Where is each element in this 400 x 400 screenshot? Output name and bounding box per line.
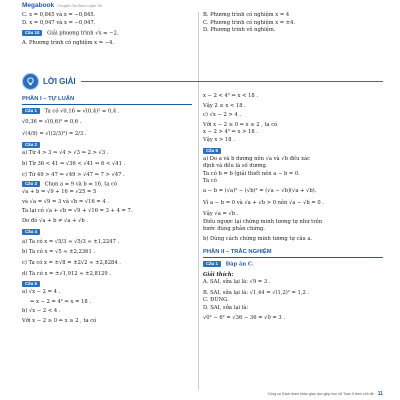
answer-line: B. SAI, sửa lại là: √1,44 = √(1,2)² = 1,2 . [203, 289, 310, 296]
answer-line: Do đó √a + b ≠ √a + √b . [22, 218, 88, 225]
choice-c: C. x = 0,845 và x = −0,845. [22, 12, 96, 18]
answer-line: a) Do a và b dương nên √a và √b đều xác [203, 155, 310, 162]
answer-line: Vậy 2 ≤ x < 18 . [203, 102, 246, 109]
banner-title: LỜI GIẢI [43, 76, 76, 86]
choice-a: A. Phương trình có nghiệm x = −4. [22, 40, 115, 47]
solution-banner [22, 72, 383, 90]
answer-line: A. SAI, sửa lại là: √9 = 3 . [203, 279, 271, 286]
section-heading: PHẦN II – TRẮC NGHIỆM [203, 248, 383, 258]
answer-1 [22, 108, 192, 116]
footer-text: Công cụ Sách tham khảo giáo dục giúp học tốt Toán 9 theo chủ đề [267, 392, 374, 396]
answer-5 [22, 281, 192, 289]
column-divider [198, 12, 199, 390]
answer-line: D. SAI, sửa lại là: [203, 305, 249, 312]
answer-line: Vì a − b = 0 và √a + √b > 0 nên √a − √b = 0 . [203, 199, 324, 206]
answer-4 [22, 229, 192, 237]
top-left-column [22, 12, 192, 48]
solutions-left-column [22, 93, 192, 326]
answer-6 [203, 148, 383, 156]
answer-line: định và đều là số dương. [203, 163, 268, 170]
answer-line: b) Từ 36 < 41 ⇒ √36 < √41 ⇒ 6 < √41 . [22, 160, 126, 167]
page-header [0, 0, 400, 11]
answer-line: ⇔ x − 2 = 4² ⇔ x = 18 . [30, 298, 92, 305]
answer-line: Ta lại có √a + √b = √9 + √16 = 3 + 4 = 7. [22, 208, 133, 215]
choice-c: C. Phương trình có nghiệm x = ±4. [203, 19, 296, 26]
answer-line: x − 2 > 4² ⇔ x > 18 . [203, 129, 259, 136]
answer-line: c) Từ 49 > 47 ⇒ √49 > √47 ⇒ 7 > √47 . [22, 171, 125, 178]
answer-line: a − b = (√a)² − (√b)² = (√a − √b)(√a + √b). [203, 188, 317, 195]
answer-line: Vậy √a = √b . [203, 211, 239, 218]
answer-key: Đáp án C. [225, 261, 254, 268]
brand-subtitle: Chuyên Gia Sách Luyện Thi [58, 3, 102, 8]
answer-mc-1 [203, 261, 383, 269]
section-heading: PHẦN I – TỰ LUẬN [22, 95, 192, 105]
answer-line: c) √x − 2 > 4 . [203, 112, 241, 119]
solutions-right-column [203, 93, 383, 322]
top-right-column [203, 12, 383, 35]
answer-line: c) Ta có x = ±√8 = ±2√2 ≈ ±2,8284 . [22, 259, 121, 266]
answer-line: Ta có b = b (giải thiết nên a − b = 0. [203, 170, 300, 177]
explanation-heading: Giải thích: [203, 271, 234, 278]
page-footer [0, 391, 383, 400]
answer-line: a) Ta có x = √5/3 ≈ √5/3 ≈ ±1,2247 . [22, 238, 120, 245]
answer-line: √0² − 6² = √36 − 36 = √0 = 3 . [203, 314, 285, 321]
question-badge: Câu 4 [22, 229, 40, 235]
question-10 [22, 30, 192, 38]
answer-line: và √a = √9 = 3 và √b = √16 = 4 . [22, 198, 110, 205]
answer-text: Ta có √0,16 = √(0,4)² = 0,4 . [44, 108, 120, 115]
answer-line: b) √x − 2 < 4 . [22, 308, 61, 315]
banner-icon [22, 73, 39, 90]
answer-line: b) Ta có x = √5 ≈ ±2,2361 . [22, 249, 96, 256]
question-badge: Câu 2 [22, 142, 40, 148]
question-badge: Câu 1 [203, 261, 221, 267]
question-text: Giải phương trình √x = −2. [47, 30, 119, 37]
choice-d: D. Phương trình vô nghiệm. [203, 27, 276, 34]
answer-line: a) Từ 4 > 3 ⇒ √4 > √3 ⇒ 2 > √3 . [22, 150, 109, 157]
choice-b: B. Phương trình có nghiệm x = 4 [203, 12, 290, 18]
answer-line: Vậy x > 18 . [203, 136, 235, 143]
banner-rule [81, 81, 383, 82]
answer-line: x − 2 < 4² ⇔ x < 18 . [203, 93, 259, 99]
answer-line: √0,36 = √(0,6)² = 0,6 . [22, 119, 82, 126]
lightbulb-icon [26, 77, 35, 86]
page-number: 11 [377, 391, 383, 397]
question-badge: Câu 3 [22, 181, 40, 187]
question-badge: Câu 10 [22, 30, 42, 36]
answer-line: b) Dùng cách chứng minh tương tự câu a. [203, 236, 313, 242]
answer-line: Với x − 2 ≥ 0 ⇔ x ≥ 2 , ta có [203, 121, 278, 128]
answer-line: bước đúng phản chứng. [203, 226, 265, 233]
choice-d: D. x = 0,947 và x = −0,947. [22, 19, 96, 26]
answer-line: √a + b = √9 + 16 = √25 = 5 [22, 189, 97, 196]
question-badge: Câu 6 [203, 148, 221, 154]
answer-line: √(4/9) = √((2/3)²) = 2/3 . [22, 130, 87, 137]
question-badge: Câu 5 [22, 281, 40, 287]
answer-line: a) √x − 2 = 4 . [22, 289, 61, 296]
answer-line: C. ĐÚNG. [203, 297, 229, 304]
answer-line: Với x − 2 ≥ 0 ⇔ x ≥ 2 , ta có [22, 317, 97, 324]
answer-line: Ta có [203, 178, 217, 185]
answer-line: Điều ngược lại chứng minh tương tự như trên [203, 218, 323, 225]
answer-line: d) Ta có x = ±√1,912 ≈ ±2,8129 . [22, 270, 111, 277]
answer-text: Chọn a = 9 và b = 16, ta có [44, 181, 118, 188]
brand-logo: Megabook [22, 2, 55, 9]
question-badge: Câu 1 [22, 108, 40, 114]
